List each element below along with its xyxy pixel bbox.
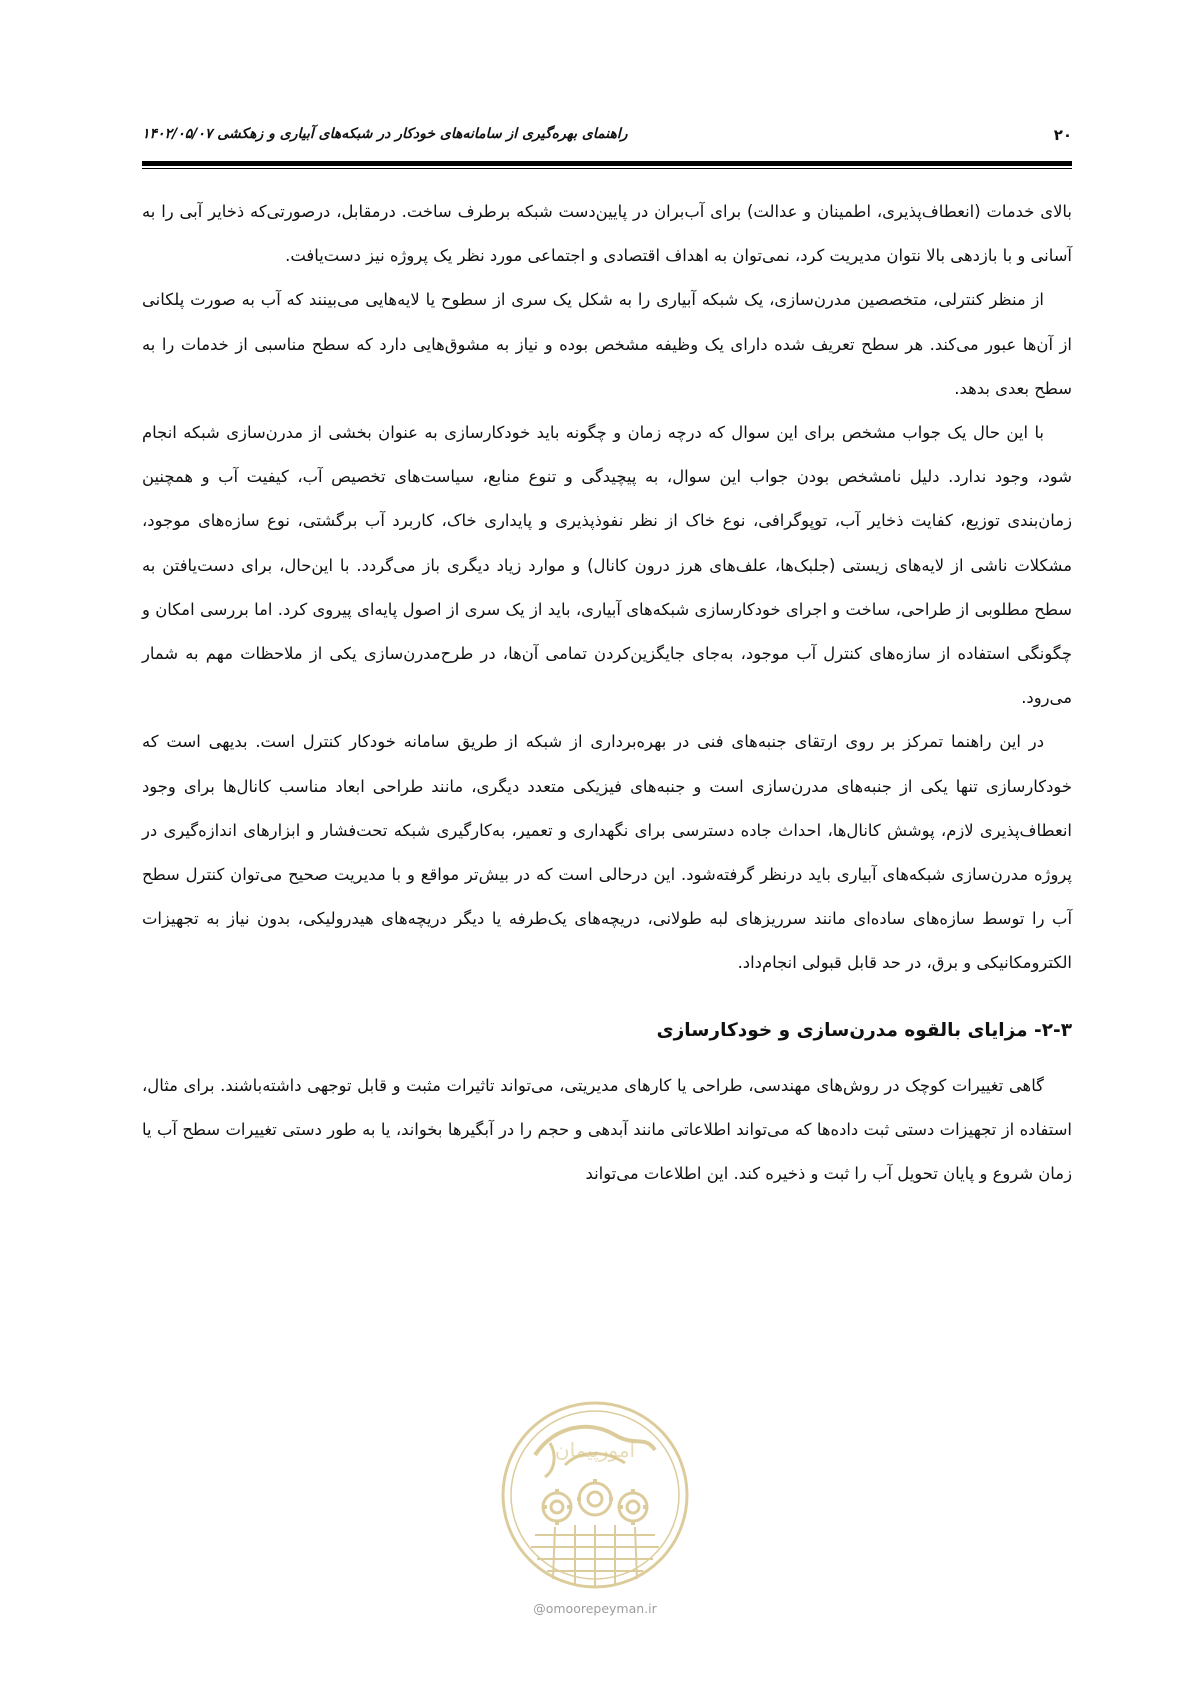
body-text (142, 190, 1072, 1196)
page-number: ۲۰ (1053, 126, 1072, 144)
watermark-logo-text: امورپیمان (554, 1438, 636, 1462)
watermark-url: @omoorepeyman.ir (533, 1601, 657, 1616)
gear-icon (619, 1493, 647, 1521)
gear-icon (543, 1493, 571, 1521)
paragraph-2: از منظر کنترلی، متخصصین مدرن‌سازی، یک شبکه آبیاری را به شکل یک سری از سطوح یا لایه‌هایی می‌بینند که آب به صورت پلکانی از آن‌ها عبور می‌کند. هر سطح تعریف شده دارای یک وظیفه مشخص بوده و نیاز به مشوق‌هایی دارد که سطح مناسبی از خدمات را به سطح بعدی بدهد. (142, 290, 1072, 398)
paragraph-4: در این راهنما تمرکز بر روی ارتقای جنبه‌های فنی در بهره‌برداری از شبکه از طریق سامانه خودکار کنترل است. بدیهی است که خودکارسازی تنها یکی از جنبه‌های مدرن‌سازی است و جنبه‌های فیزیکی متعدد دیگری، مانند طراحی ابعاد مناسب کانال‌ها برای وجود انعطاف‌پذیری لازم، پوشش کانال‌ها، احداث جاده دسترسی برای نگهداری و تعمیر، به‌کارگیری شبکه تحت‌فشار و ابزارهای اندازه‌گیری در پروژه مدرن‌سازی شبکه‌های آبیاری باید درنظر گرفته‌شود. این درحالی است که در بیش‌تر مواقع و با مدیریت صحیح می‌توان کنترل سطح آب را توسط سازه‌های ساده‌ای مانند سرریزهای لبه طولانی، دریچه‌های یک‌طرفه یا دیگر دریچه‌های هیدرولیکی، بدون نیاز به تجهیزات الکترومکانیکی و برق، در حد قابل قبولی انجام‌داد. (142, 732, 1072, 973)
watermark-logo (495, 1395, 695, 1595)
section-heading: ۲-۳- مزایای بالقوه مدرن‌سازی و خودکارسازی (656, 1019, 1072, 1041)
header-rule (142, 161, 1072, 166)
paragraph-1: بالای خدمات (انعطاف‌پذیری، اطمینان و عدالت) برای آب‌بران در پایین‌دست شبکه برطرف ساخت. درمقابل، درصورتی‌که ذخایر آبی را به آسانی و با بازدهی بالا نتوان مدیریت کرد، نمی‌توان به اهداف اقتصادی و اجتماعی مورد نظر یک پروژه نیز دست‌یافت. (142, 202, 1072, 266)
page-header (142, 126, 1072, 152)
header-rule-thin (142, 168, 1072, 169)
paragraph-3: با این حال یک جواب مشخص برای این سوال که درچه زمان و چگونه باید خودکارسازی به عنوان بخشی از مدرن‌سازی شبکه انجام شود، وجود ندارد. دلیل نامشخص بودن جواب این سوال، به پیچیدگی و تنوع منابع، سیاست‌های تخصیص آب، کیفیت آب و همچنین زمان‌بندی توزیع، کفایت ذخایر آب، توپوگرافی، نوع خاک از نظر نفوذپذیری و پایداری خاک، کاربرد آب برگشتی، نوع سازه‌های موجود، مشکلات ناشی از لایه‌های زیستی (جلبک‌ها، علف‌های هرز درون کانال) و موارد زیاد دیگری باز می‌گردد. با این‌حال، برای دست‌یافتن به سطح مطلوبی از طراحی، ساخت و اجرای خودکارسازی شبکه‌های آبیاری، باید از یک سری از اصول پایه‌ای پیروی کرد. اما بررسی امکان و چگونگی استفاده از سازه‌های کنترل آب موجود، به‌جای جایگزین‌کردن تمامی آن‌ها، در طرح‌مدرن‌سازی یکی از ملاحظات مهم به شمار می‌رود. (142, 423, 1072, 708)
section-paragraph: گاهی تغییرات کوچک در روش‌های مهندسی، طراحی یا کارهای مدیریتی، می‌تواند تاثیرات مثبت و قابل توجهی داشته‌باشند. برای مثال، استفاده از تجهیزات دستی ثبت داده‌ها که می‌تواند اطلاعاتی مانند آبدهی و حجم را در آبگیرها بخواند، یا به طور دستی تغییرات سطح آب یا زمان شروع و پایان تحویل آب را ثبت و ذخیره کند. این اطلاعات می‌تواند (142, 1075, 1072, 1184)
gear-icon (579, 1483, 611, 1515)
running-title: راهنمای بهره‌گیری از سامانه‌های خودکار در شبکه‌های آبیاری و زهکشی ۱۴۰۲/۰۵/۰۷ (142, 126, 628, 142)
